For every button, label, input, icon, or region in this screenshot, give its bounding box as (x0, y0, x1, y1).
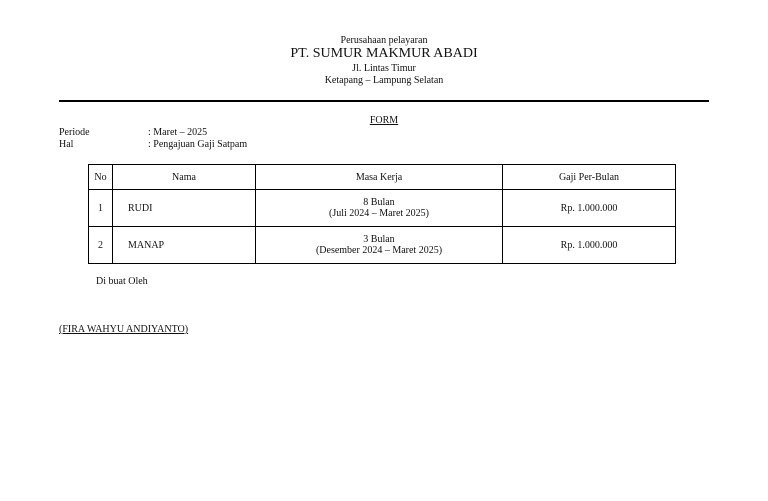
cell-masa-kerja (256, 227, 503, 264)
col-header-nama: Nama (113, 165, 256, 190)
cell-no: 1 (89, 190, 113, 227)
header-divider (59, 100, 709, 102)
masa-kerja-duration: 3 Bulan (363, 234, 395, 245)
made-by-label: Di buat Oleh (96, 276, 148, 287)
periode-value: : Maret – 2025 (148, 127, 208, 138)
masa-kerja-duration: 8 Bulan (363, 197, 395, 208)
col-header-no: No (89, 165, 113, 190)
masa-kerja-range: (Desember 2024 – Maret 2025) (315, 245, 443, 256)
salary-table (88, 164, 676, 264)
cell-masa-kerja (256, 190, 503, 227)
cell-gaji: Rp. 1.000.000 (503, 190, 676, 227)
col-header-masa-kerja: Masa Kerja (256, 165, 503, 190)
cell-nama: MANAP (113, 227, 256, 264)
table-row (89, 190, 676, 227)
cell-nama: RUDI (113, 190, 256, 227)
company-subtitle: Perusahaan pelayaran (340, 35, 428, 46)
hal-label: Hal (59, 139, 74, 150)
periode-label: Periode (59, 127, 90, 138)
form-title: FORM (369, 115, 399, 126)
col-header-gaji: Gaji Per-Bulan (503, 165, 676, 190)
company-address-line1: Jl. Lintas Timur (352, 63, 416, 74)
company-name: PT. SUMUR MAKMUR ABADI (290, 46, 478, 61)
hal-value: : Pengajuan Gaji Satpam (148, 139, 248, 150)
signatory-name: (FIRA WAHYU ANDIYANTO) (59, 324, 189, 335)
cell-no: 2 (89, 227, 113, 264)
company-address-line2: Ketapang – Lampung Selatan (324, 75, 444, 86)
cell-gaji: Rp. 1.000.000 (503, 227, 676, 264)
table-row (89, 227, 676, 264)
masa-kerja-range: (Juli 2024 – Maret 2025) (329, 208, 429, 219)
table-header-row (89, 165, 676, 190)
